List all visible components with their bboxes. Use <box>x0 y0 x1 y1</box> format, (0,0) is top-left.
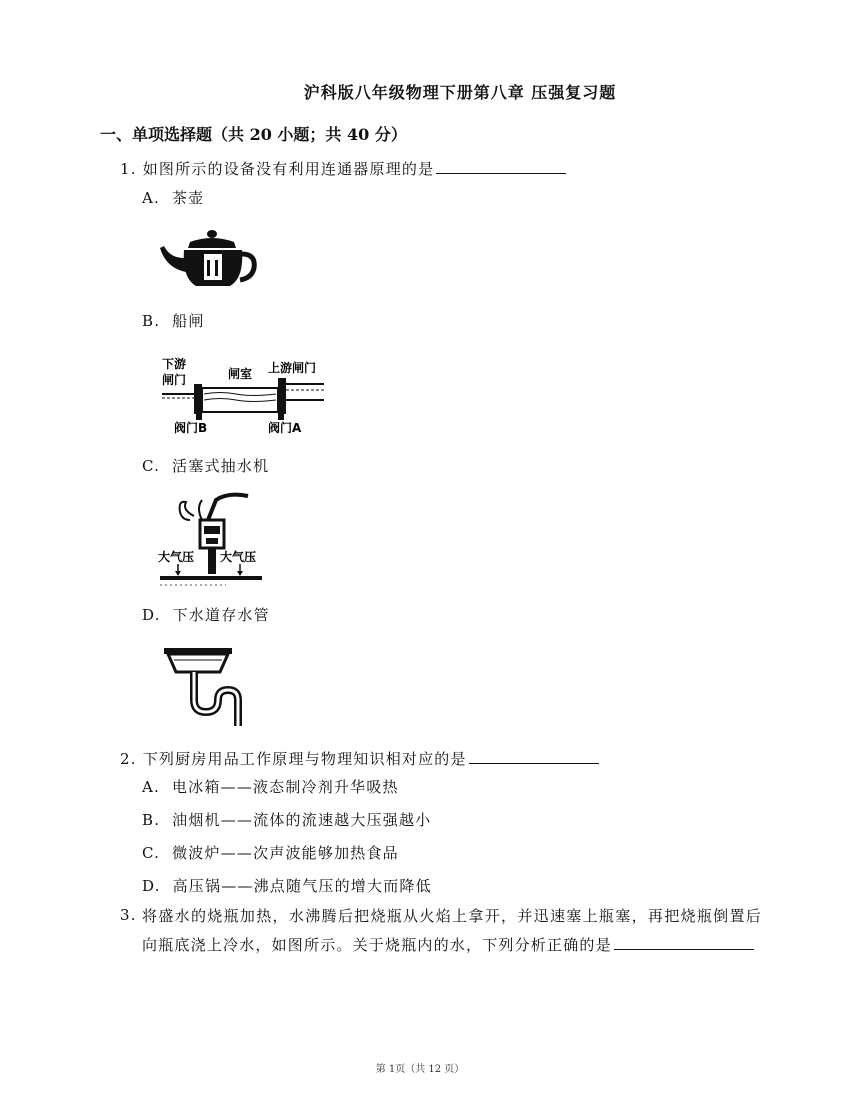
option-text: 油烟机——流体的流速越大压强越小 <box>172 811 432 829</box>
option-text: 下水道存水管 <box>172 606 270 624</box>
lock-chamber-label: 闸室 <box>228 367 253 381</box>
piston-pump-figure <box>156 490 266 590</box>
ship-lock-figure <box>160 354 330 438</box>
option-text: 船闸 <box>172 312 205 330</box>
lock-valve-b-label: 阀门B <box>174 421 208 435</box>
answer-blank <box>469 748 599 764</box>
lock-downstream-gate-label-2: 闸门 <box>162 373 187 387</box>
q1-option-a <box>142 187 204 208</box>
option-label: C. <box>142 844 161 862</box>
option-label: A. <box>142 778 161 796</box>
option-text: 电冰箱——液态制冷剂升华吸热 <box>171 778 399 796</box>
q2-option-b <box>142 809 431 830</box>
option-label: D. <box>142 606 161 624</box>
q1-option-d <box>142 604 270 625</box>
option-label: B. <box>142 811 161 829</box>
document-title: 沪科版八年级物理下册第八章 压强复习题 <box>303 83 617 102</box>
lock-downstream-gate-label-1: 下游 <box>162 357 187 371</box>
option-text: 微波炉——次声波能够加热食品 <box>172 844 399 862</box>
drain-trap-figure <box>162 636 248 730</box>
question-number: 2. <box>120 750 137 768</box>
question-stem: 下列厨房用品工作原理与物理知识相对应的是 <box>142 750 467 768</box>
lock-upstream-gate-label: 上游闸门 <box>268 361 317 375</box>
option-label: A. <box>142 189 161 207</box>
option-label: D. <box>142 877 161 895</box>
question-stem: 将盛水的烧瓶加热，水沸腾后把烧瓶从火焰上拿开，并迅速塞上瓶塞，再把烧瓶倒置后向瓶底浇上冷水，如图所示。关于烧瓶内的水，下列分析正确的是 <box>142 907 762 954</box>
question-number: 1. <box>120 160 137 178</box>
teapot-figure <box>160 228 260 290</box>
q1-option-c <box>142 455 269 476</box>
q2-option-d <box>142 875 432 896</box>
option-label: B. <box>142 312 161 330</box>
question-3-number: 3. <box>120 906 137 924</box>
pump-atm-right-label: 大气压 <box>220 550 257 564</box>
lock-valve-a-label: 阀门A <box>268 421 302 435</box>
option-text: 茶壶 <box>171 189 205 207</box>
page-footer: 第 1页（共 12 页） <box>375 1064 465 1075</box>
answer-blank <box>436 158 566 174</box>
question-3 <box>142 902 762 960</box>
pump-atm-left-label: 大气压 <box>158 550 195 564</box>
question-stem: 如图所示的设备没有利用连通器原理的是 <box>142 160 435 178</box>
q2-option-a <box>142 776 399 797</box>
q1-option-b <box>142 310 205 331</box>
q2-option-c <box>142 842 399 863</box>
option-label: C. <box>142 457 161 475</box>
question-2 <box>120 748 599 769</box>
answer-blank <box>614 934 754 950</box>
option-text: 高压锅——沸点随气压的增大而降低 <box>172 877 432 895</box>
section-heading: 一、单项选择题（共 20 小题；共 40 分） <box>100 125 407 144</box>
option-text: 活塞式抽水机 <box>172 457 270 475</box>
question-1 <box>120 158 566 179</box>
